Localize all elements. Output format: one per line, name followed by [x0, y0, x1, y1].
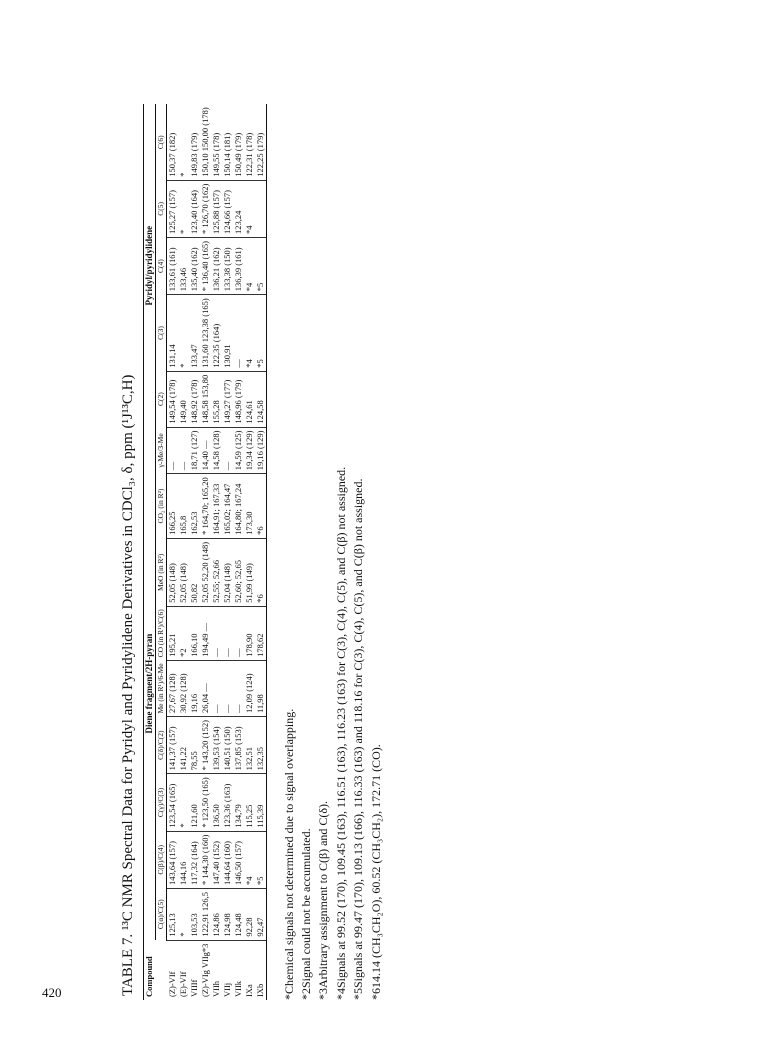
- table-cell: 115,39: [255, 774, 266, 831]
- table-caption: TABLE 7. ¹³C NMR Spectral Data for Pyridyl and Pyridylidene Derivatives in CDCl₃, δ, ppm (¹J¹³C,H): [120, 374, 136, 996]
- table-cell: —: [233, 295, 244, 371]
- table-cell: —: [211, 660, 222, 716]
- table-cell: 133,38 (150): [222, 237, 233, 294]
- compound-cell: VIIj: [222, 940, 233, 1000]
- table-cell: 140,51 (150): [222, 717, 233, 774]
- table-cell: *4: [244, 237, 255, 294]
- table-cell: 12,09 (124): [244, 660, 255, 716]
- table-cell: 125,27 (157): [167, 180, 178, 237]
- table-cell: 144,64 (160): [222, 831, 233, 888]
- table-cell: 19,16 (129): [255, 427, 266, 474]
- compound-cell: VIIk: [233, 940, 244, 1000]
- column-header: C(6): [156, 104, 167, 180]
- diene-group-header: Diene fragment/2H-pyran: [144, 427, 156, 940]
- table-row: [233, 104, 244, 1000]
- table-cell: —: [211, 606, 222, 660]
- column-header: C(β)/C(4): [156, 831, 167, 888]
- table-cell: 136,50: [211, 774, 222, 831]
- table-cell: * 123,50 (165): [200, 774, 211, 831]
- table-cell: 165,02; 164,47: [222, 474, 233, 539]
- table-cell: 124,61: [244, 371, 255, 427]
- table-cell: 18,71 (127): [189, 427, 200, 474]
- column-header: C(5): [156, 180, 167, 237]
- table-cell: 150,10 150,00 (178): [200, 107, 211, 177]
- table-cell: 149,55 (178): [211, 132, 221, 177]
- table-cell: 194,49 —: [200, 606, 211, 660]
- table-cell: 165,8: [178, 474, 189, 539]
- table-cell: 131,14: [167, 295, 178, 371]
- table-row: [211, 104, 222, 1000]
- table-cell: 164,91; 167,33: [211, 474, 222, 539]
- table-cell: 52,05 (148): [167, 538, 178, 606]
- pyridyl-group-header: Pyridyl/pyridylidene: [144, 104, 156, 427]
- table-cell: *4: [244, 831, 255, 888]
- table-cell: 178,62: [255, 606, 266, 660]
- table-cell: 123,54 (165): [167, 774, 178, 831]
- table-cell: * 126,70 (162): [200, 180, 211, 237]
- table-cell: 178,90: [244, 606, 255, 660]
- table-cell: 122,35 (164): [211, 295, 222, 371]
- compound-cell: VIIIf: [189, 940, 200, 1000]
- footnote: *3Arbitrary assignment to C(β) and C(δ).: [316, 800, 331, 1000]
- column-header: MeO (in R²): [156, 538, 167, 606]
- table-cell: —: [222, 606, 233, 660]
- column-header: C(4): [156, 237, 167, 294]
- table-cell: 124,48: [233, 888, 244, 940]
- table-cell: *6: [255, 474, 266, 539]
- table-cell: 173,30: [244, 474, 255, 539]
- table-cell: 125,13: [167, 888, 178, 940]
- table-cell: 124,58: [255, 371, 266, 427]
- table-cell: —: [178, 427, 189, 474]
- table-cell: 132,35: [255, 717, 266, 774]
- table-cell: 147,40 (152): [211, 831, 222, 888]
- footnote: *2Signal could not be accumulated.: [299, 828, 313, 1000]
- table-cell: 123,40 (164): [189, 180, 200, 237]
- table-cell: 136,39 (161): [233, 237, 244, 294]
- table-cell: 52,05 52,20 (148): [200, 538, 211, 606]
- footnote: *4Signals at 99.52 (170), 109.45 (163), 116.51 (163), 116.23 (163) for C(3), C(4), C(5), and C(β) not assigned.: [333, 466, 348, 1000]
- table-cell: —: [233, 606, 244, 660]
- table-cell: *5: [255, 237, 266, 294]
- table-cell: 164,80; 167,24: [233, 474, 244, 539]
- table-cell: 115,25: [244, 774, 255, 831]
- column-header-row: [156, 104, 167, 1000]
- compound-cell: (Z)-VIf: [167, 940, 178, 1000]
- table-cell: * 164,70; 165,20: [200, 474, 211, 539]
- compound-cell: VIIh: [211, 940, 222, 1000]
- table-cell: *5: [255, 295, 266, 371]
- table-cell: 149,27 (177): [222, 371, 233, 427]
- table-cell: 135,40 (162): [189, 237, 200, 294]
- table-cell: 78,55: [189, 717, 200, 774]
- table-cell: 162,53: [189, 474, 200, 539]
- table-cell: *: [178, 888, 189, 940]
- table-cell: *4: [244, 295, 255, 371]
- table-cell: 150,49 (179): [232, 132, 243, 177]
- table-cell: 26,04 —: [200, 660, 211, 716]
- table-cell: 123,24: [233, 180, 244, 237]
- table-cell: *: [178, 774, 189, 831]
- table-cell: 149,40: [178, 371, 189, 427]
- column-header: C(3): [156, 295, 167, 371]
- table-cell: —: [167, 427, 178, 474]
- table-cell: * 144,30 (160): [200, 831, 211, 888]
- table-cell: 141,37 (157): [167, 717, 178, 774]
- table-cell: 132,51: [244, 717, 255, 774]
- table-cell: *2: [178, 606, 189, 660]
- table-row: [189, 104, 200, 1000]
- table-cell: 27,67 (128): [167, 660, 178, 716]
- table-row: [244, 104, 255, 1000]
- table-cell: 52,05 (148): [178, 538, 189, 606]
- table-cell: 149,83 (179): [189, 132, 200, 177]
- footnote: *5Signals at 99.47 (170), 109.13 (166), 116.33 (163) and 118.16 for C(3), C(4), C(5), and C(β) not assigned.: [351, 478, 366, 1000]
- table-body: [167, 104, 266, 1000]
- column-header: CO (in R¹)/C(6): [156, 606, 167, 660]
- table-cell: *: [178, 180, 189, 237]
- nmr-table: [143, 104, 267, 1000]
- table-cell: 103,53: [189, 888, 200, 940]
- table-cell: *5: [255, 831, 266, 888]
- table-cell: 122,91 126,5: [200, 888, 211, 940]
- table-cell: 52,55; 52,66: [211, 538, 222, 606]
- table-cell: 51,99 (149): [244, 538, 255, 606]
- table-cell: 150,37 (182): [167, 132, 178, 177]
- table-cell: 11,98: [255, 660, 266, 716]
- table-cell: 122,31 (178): [243, 132, 254, 177]
- table-row: [222, 104, 233, 1000]
- table-cell: * 143,20 (152): [200, 717, 211, 774]
- column-header: C(2): [156, 371, 167, 427]
- table-cell: 133,61 (161): [167, 237, 178, 294]
- compound-cell: (E)-VIf: [178, 940, 189, 1000]
- column-header: Me (in R¹)/6-Me: [156, 660, 167, 716]
- table-cell: *: [178, 295, 189, 371]
- rotated-table-block: [120, 100, 580, 1000]
- table-cell: 137,85 (153): [233, 717, 244, 774]
- table-cell: 30,92 (128): [178, 660, 189, 716]
- table-cell: 144,16: [178, 831, 189, 888]
- table-cell: 52,04 (148): [222, 538, 233, 606]
- table-cell: 124,66 (157): [222, 180, 233, 237]
- table-cell: 141,22: [178, 717, 189, 774]
- table-row: [167, 104, 178, 1000]
- table-cell: 131,60 123,38 (165): [200, 295, 211, 371]
- table-cell: 121,60: [189, 774, 200, 831]
- table-cell: 50,82: [189, 538, 200, 606]
- table-cell: 130,91: [222, 295, 233, 371]
- table-cell: 52,60; 52,65: [233, 538, 244, 606]
- page-number: 420: [42, 985, 62, 1000]
- table-cell: 139,53 (154): [211, 717, 222, 774]
- table-cell: 125,88 (157): [211, 180, 222, 237]
- table-cell: —: [233, 660, 244, 716]
- table-cell: —: [222, 427, 233, 474]
- table-cell: 134,79: [233, 774, 244, 831]
- table-cell: 19,34 (129): [244, 427, 255, 474]
- table-row: [178, 104, 189, 1000]
- compound-cell: IXa: [244, 940, 255, 1000]
- table-cell: 155,28: [211, 371, 222, 427]
- table-cell: 195,21: [167, 606, 178, 660]
- column-header: CO₂ (in R²): [156, 474, 167, 539]
- footnotes: [281, 100, 385, 1000]
- table-cell: 123,36 (163): [222, 774, 233, 831]
- table-cell: 124,98: [222, 888, 233, 940]
- table-cell: 166,25: [167, 474, 178, 539]
- table-cell: 148,96 (179): [233, 371, 244, 427]
- column-header: C(δ)/C(2): [156, 717, 167, 774]
- table-cell: 136,21 (162): [211, 237, 222, 294]
- table-cell: 117,32 (164): [189, 831, 200, 888]
- table-cell: 146,50 (157): [233, 831, 244, 888]
- table-cell: 19,16: [189, 660, 200, 716]
- table-cell: *4: [244, 180, 255, 237]
- compound-cell: IXb: [255, 940, 266, 1000]
- table-cell: 148,58 153,80: [200, 371, 211, 427]
- footnote: *Chemical signals not determined due to signal overlapping.: [281, 708, 296, 1000]
- table-cell: * 136,40 (165): [200, 237, 211, 294]
- table-cell: *6: [255, 538, 266, 606]
- table-cell: 133,47: [189, 295, 200, 371]
- table-cell: 14,59 (125): [233, 427, 244, 474]
- table-cell: 92,28: [244, 888, 255, 940]
- table-cell: 14,40 —: [200, 427, 211, 474]
- table-cell: 92,47: [255, 888, 266, 940]
- table-cell: 150,14 (181): [221, 132, 232, 177]
- table-cell: 148,92 (178): [189, 371, 200, 427]
- compound-header: Compound: [144, 940, 167, 1000]
- table-cell: *: [178, 172, 189, 177]
- column-header: C(γ)/C(3): [156, 774, 167, 831]
- table-cell: 143,64 (157): [167, 831, 178, 888]
- table-cell: 149,54 (178): [167, 371, 178, 427]
- table-cell: 122,25 (179): [255, 104, 266, 180]
- table-cell: 124,86: [211, 888, 222, 940]
- footnote: *614.14 (CH₃CH₂O), 60.52 (CH₃CH₂), 172.71 (CO).: [368, 744, 383, 1000]
- column-header: C(α)/C(5): [156, 888, 167, 940]
- table-cell: 133,46: [178, 237, 189, 294]
- table-cell: 14,58 (128): [211, 427, 222, 474]
- table-row: [200, 104, 211, 1000]
- column-header: γ-Me/3-Me: [156, 427, 167, 474]
- table-cell: [255, 180, 266, 237]
- compound-cell: (Z)-VIg VIIg*3: [200, 940, 211, 1000]
- table-cell: 166,10: [189, 606, 200, 660]
- table-row: [255, 104, 266, 1000]
- table-cell: —: [222, 660, 233, 716]
